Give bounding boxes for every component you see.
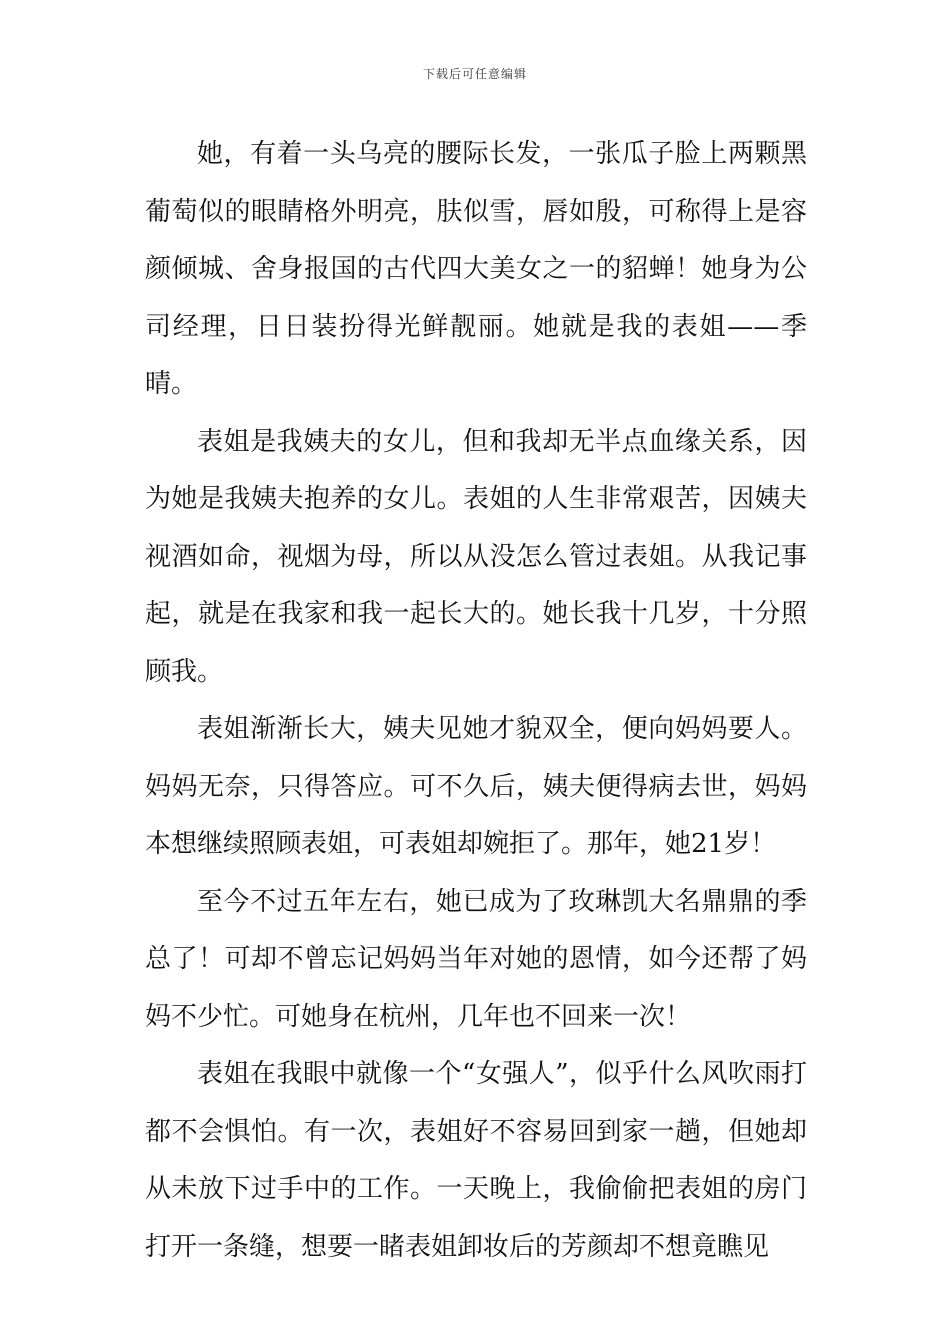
page-header-note: 下载后可任意编辑 (422, 67, 527, 81)
paragraph: 她，有着一头乌亮的腰际长发，一张瓜子脸上两颗黑葡萄似的眼睛格外明亮，肤似雪，唇如殷，可称得上是容颜倾城、舍身报国的古代四大美女之一的貂蝉！她身为公司经理，日日装扮得光鲜靓丽。她就是我的表姐——季晴。 (145, 139, 807, 399)
paragraph: 表姐是我姨夫的女儿，但和我却无半点血缘关系，因为她是我姨夫抱养的女儿。表姐的人生非常艰苦，因姨夫视酒如命，视烟为母，所以从没怎么管过表姐。从我记事起，就是在我家和我一起长大的。她长我十几岁，十分照顾我。 (145, 426, 807, 687)
paragraph: 表姐在我眼中就像一个“女强人”，似乎什么风吹雨打都不会惧怕。有一次，表姐好不容易回到家一趟，但她却从未放下过手中的工作。一天晚上，我偷偷把表姐的房门打开一条缝，想要一睹表姐卸妆后的芳颜却不想竟瞧见 (145, 1059, 807, 1262)
paragraph: 至今不过五年左右，她已成为了玫琳凯大名鼎鼎的季总了！可却不曾忘记妈妈当年对她的恩情，如今还帮了妈妈不少忙。可她身在杭州，几年也不回来一次！ (145, 886, 807, 1032)
document-body (145, 126, 807, 1276)
paragraph: 表姐渐渐长大，姨夫见她才貌双全，便向妈妈要人。妈妈无奈，只得答应。可不久后，姨夫便得病去世，妈妈本想继续照顾表姐，可表姐却婉拒了。那年，她21岁！ (145, 714, 807, 859)
